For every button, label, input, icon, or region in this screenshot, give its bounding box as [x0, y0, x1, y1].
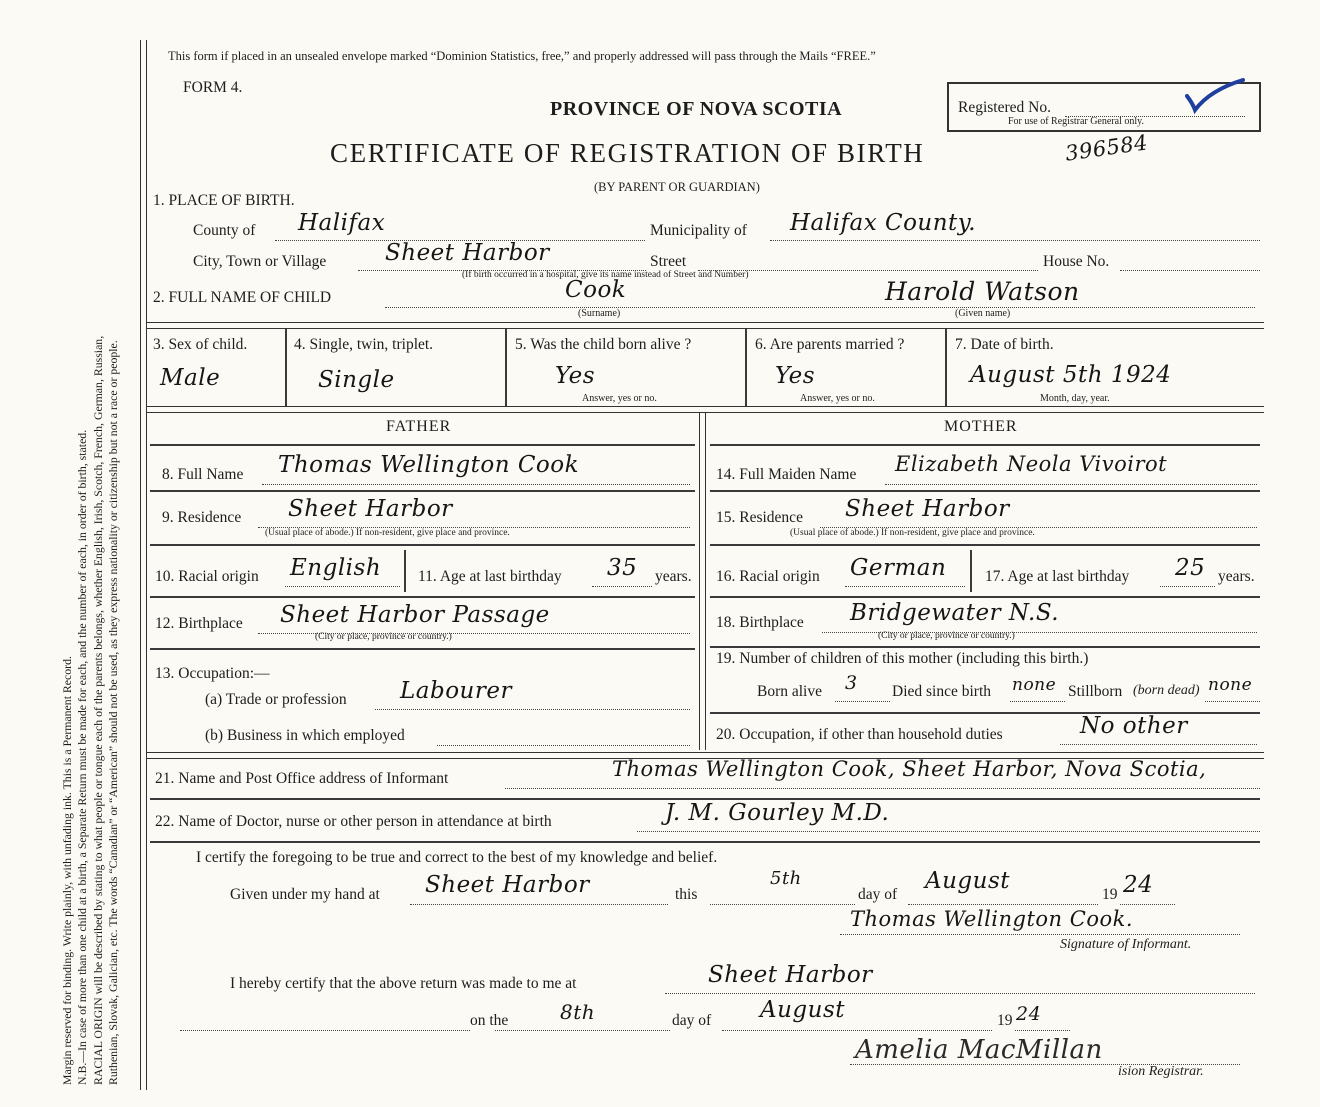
informant-line	[505, 788, 1260, 789]
father-name: Thomas Wellington Cook	[278, 452, 580, 478]
father-residence: Sheet Harbor	[288, 496, 453, 522]
mother-occupation-line	[1060, 744, 1257, 745]
mother-rule-1	[710, 444, 1260, 446]
mother-occupation-label: 20. Occupation, if other than household duties	[716, 726, 1003, 743]
mother-name-label: 14. Full Maiden Name	[716, 466, 857, 483]
born-alive-value: 3	[845, 672, 858, 694]
father-heading: FATHER	[386, 418, 452, 435]
alive-value: Yes	[555, 363, 596, 389]
father-race-label: 10. Racial origin	[155, 568, 259, 585]
registrar-place: Sheet Harbor	[708, 962, 873, 988]
father-race-divider	[404, 550, 406, 592]
married-label: 6. Are parents married ?	[755, 336, 905, 353]
father-trade-line	[375, 709, 690, 710]
box-divider-4	[945, 329, 947, 407]
registrar-place-line	[665, 993, 1255, 994]
stillborn-label: Stillborn	[1068, 683, 1123, 700]
city-value: Sheet Harbor	[385, 240, 550, 266]
cert-month: August	[925, 868, 1011, 894]
registrar-day-line	[495, 1030, 670, 1031]
cert-year: 24	[1123, 872, 1154, 898]
mail-note: This form if placed in an unsealed envelope marked “Dominion Statistics, free,” and properly addressed will pass through the Mails “FREE.”	[168, 49, 876, 63]
registrar-day: 8th	[560, 1000, 596, 1024]
margin-line-1: Margin reserved for binding. Write plainly, with unfading ink. This is a Permanent Record.	[60, 656, 74, 1085]
father-occupation-label: 13. Occupation:—	[155, 665, 270, 682]
left-border	[140, 40, 147, 1090]
mother-residence-caption: (Usual place of abode.) If non-resident, give place and province.	[790, 528, 1035, 538]
registrar-on-label: on the	[470, 1012, 509, 1029]
registrar-month-line	[722, 1030, 992, 1031]
registrar-lead-line	[180, 1030, 470, 1031]
father-rule-2	[150, 490, 695, 492]
mother-residence-label: 15. Residence	[716, 509, 803, 526]
mother-name: Elizabeth Neola Vivoirot	[895, 452, 1168, 476]
child-surname: Cook	[565, 277, 627, 303]
cert-year-line	[1120, 904, 1175, 905]
alive-caption: Answer, yes or no.	[582, 393, 657, 404]
father-birthplace-label: 12. Birthplace	[155, 615, 243, 632]
mother-occupation: No other	[1080, 713, 1188, 739]
signature-caption: Signature of Informant.	[1060, 937, 1192, 952]
father-business-label: (b) Business in which employed	[205, 727, 405, 744]
mother-birthplace-caption: (City or place, province or country.)	[878, 631, 1015, 641]
county-value: Halifax	[298, 210, 386, 236]
father-age: 35	[607, 555, 638, 581]
given-place: Sheet Harbor	[425, 872, 590, 898]
doctor-value: J. M. Gourley M.D.	[665, 800, 890, 826]
informant-label: 21. Name and Post Office address of Informant	[155, 770, 449, 787]
father-age-label: 11. Age at last birthday	[418, 568, 562, 585]
child-name-line	[385, 307, 1255, 308]
county-label: County of	[193, 222, 256, 239]
father-name-label: 8. Full Name	[162, 466, 244, 483]
date-label: 7. Date of birth.	[955, 336, 1054, 353]
father-race: English	[290, 555, 382, 581]
stillborn-line	[1205, 701, 1260, 702]
father-rule-3	[150, 544, 695, 546]
doctor-label: 22. Name of Doctor, nurse or other person in attendance at birth	[155, 813, 552, 830]
page-title: CERTIFICATE OF REGISTRATION OF BIRTH	[330, 138, 925, 168]
child-given-name: Harold Watson	[885, 277, 1080, 306]
municipality-line	[770, 240, 1260, 241]
mother-rule-5	[710, 646, 1260, 648]
box-divider-2	[505, 329, 507, 407]
registered-number: 396584	[1063, 130, 1150, 166]
registered-label: Registered No.	[958, 99, 1051, 116]
father-rule-1	[150, 444, 695, 446]
father-race-line	[285, 586, 400, 587]
mother-rule-2	[710, 490, 1260, 492]
surname-caption: (Surname)	[578, 308, 621, 319]
father-name-line	[262, 484, 690, 485]
place-heading: 1. PLACE OF BIRTH.	[153, 192, 295, 209]
given-caption: (Given name)	[955, 308, 1011, 319]
cert-month-line	[908, 904, 1098, 905]
child-name-label: 2. FULL NAME OF CHILD	[153, 289, 332, 306]
mother-residence: Sheet Harbor	[845, 496, 1010, 522]
mother-rule-4	[710, 596, 1260, 598]
plurality-value: Single	[318, 367, 395, 393]
box-divider-3	[745, 329, 747, 407]
box-divider-1	[285, 329, 287, 407]
father-rule-4	[150, 596, 695, 598]
house-line	[1120, 270, 1260, 271]
cert-statement: I certify the foregoing to be true and correct to the best of my knowledge and belief.	[196, 849, 718, 866]
sex-label: 3. Sex of child.	[153, 336, 248, 353]
mother-race: German	[850, 555, 947, 581]
cert-day-line	[710, 904, 855, 905]
mother-age-line	[1160, 586, 1215, 587]
registered-note: For use of Registrar General only.	[1008, 116, 1144, 127]
father-birthplace: Sheet Harbor Passage	[280, 602, 550, 628]
mother-name-line	[885, 484, 1257, 485]
margin-instructions	[60, 35, 122, 1085]
informant-signature: Thomas Wellington Cook.	[850, 907, 1134, 931]
registrar-month: August	[760, 997, 846, 1023]
registrar-statement: I hereby certify that the above return was made to me at	[230, 975, 577, 992]
mother-birthplace-label: 18. Birthplace	[716, 614, 804, 631]
born-alive-label: Born alive	[757, 683, 822, 700]
city-label: City, Town or Village	[193, 253, 327, 270]
mother-children-label: 19. Number of children of this mother (including this birth.)	[716, 650, 1089, 667]
mother-race-line	[845, 586, 965, 587]
given-label: Given under my hand at	[230, 886, 380, 903]
stillborn-note: (born dead)	[1133, 683, 1200, 698]
margin-line-4: Ruthenian, Slovak, Galician, etc. The words “Canadian” or “American” should not be used, as they express nationality or citizenship but not a race or people.	[106, 340, 121, 1085]
cert-year-prefix: 19	[1102, 886, 1118, 903]
father-age-line	[592, 586, 652, 587]
cert-day: 5th	[770, 868, 802, 889]
plurality-label: 4. Single, twin, triplet.	[294, 336, 434, 353]
registrar-year: 24	[1016, 1003, 1042, 1025]
street-label: Street	[650, 253, 687, 270]
margin-line-2: N.B.—In case of more than one child at a birth, a Separate Return must be made for each, and the number of each, in order of birth, stated.	[75, 429, 90, 1085]
informant-value: Thomas Wellington Cook, Sheet Harbor, Nova Scotia,	[612, 757, 1207, 781]
father-trade-label: (a) Trade or profession	[205, 691, 347, 708]
municipality-label: Municipality of	[650, 222, 747, 239]
alive-label: 5. Was the child born alive ?	[515, 336, 692, 353]
mother-birthplace: Bridgewater N.S.	[850, 600, 1060, 626]
house-label: House No.	[1043, 253, 1110, 270]
died-label: Died since birth	[892, 683, 992, 700]
registrar-day-of-label: day of	[672, 1012, 712, 1029]
hospital-note: (If birth occurred in a hospital, give its name instead of Street and Number)	[462, 270, 749, 280]
registrar-signature: Amelia MacMillan	[855, 1035, 1103, 1065]
mother-age-label: 17. Age at last birthday	[985, 568, 1130, 585]
parents-divider	[699, 412, 706, 750]
this-label: this	[675, 886, 698, 903]
mother-heading: MOTHER	[944, 418, 1018, 435]
informant-signature-line	[840, 934, 1240, 935]
registrar-year-line	[1015, 1030, 1070, 1031]
birth-date: August 5th 1924	[970, 362, 1172, 388]
rule-cert	[150, 841, 1260, 843]
stillborn-value: none	[1208, 675, 1253, 695]
father-business-line	[437, 745, 690, 746]
checkmark-icon	[1185, 78, 1245, 118]
married-caption: Answer, yes or no.	[800, 393, 875, 404]
mother-race-divider	[970, 550, 972, 592]
mother-age: 25	[1175, 555, 1206, 581]
mother-race-label: 16. Racial origin	[716, 568, 820, 585]
date-caption: Month, day, year.	[1040, 393, 1110, 404]
father-residence-label: 9. Residence	[162, 509, 242, 526]
subtitle: (BY PARENT OR GUARDIAN)	[594, 180, 760, 194]
father-birthplace-caption: (City or place, province or country.)	[315, 632, 452, 642]
died-line	[1010, 701, 1065, 702]
municipality-value: Halifax County.	[790, 210, 977, 236]
given-place-line	[410, 904, 668, 905]
registrar-caption: ision Registrar.	[1118, 1064, 1204, 1079]
father-residence-caption: (Usual place of abode.) If non-resident, give place and province.	[265, 528, 510, 538]
province-heading: PROVINCE OF NOVA SCOTIA	[550, 98, 843, 120]
margin-line-3: RACIAL ORIGIN will be described by stating to what people or tongue each of the parents belongs, whether English, Irish, Scotch, French, German, Russian,	[90, 335, 105, 1085]
mother-rule-3	[710, 544, 1260, 546]
rule-top-boxes	[146, 322, 1264, 329]
married-value: Yes	[775, 363, 816, 389]
father-trade: Labourer	[400, 678, 512, 704]
street-line	[698, 270, 1038, 271]
father-years: years.	[655, 568, 692, 585]
born-alive-line	[835, 701, 890, 702]
father-rule-5	[150, 648, 695, 650]
cert-day-of-label: day of	[858, 886, 898, 903]
registrar-year-prefix: 19	[997, 1012, 1013, 1029]
form-number: FORM 4.	[183, 79, 243, 96]
doctor-line	[637, 831, 1260, 832]
mother-years: years.	[1218, 568, 1255, 585]
sex-value: Male	[160, 365, 221, 391]
died-value: none	[1012, 675, 1057, 695]
